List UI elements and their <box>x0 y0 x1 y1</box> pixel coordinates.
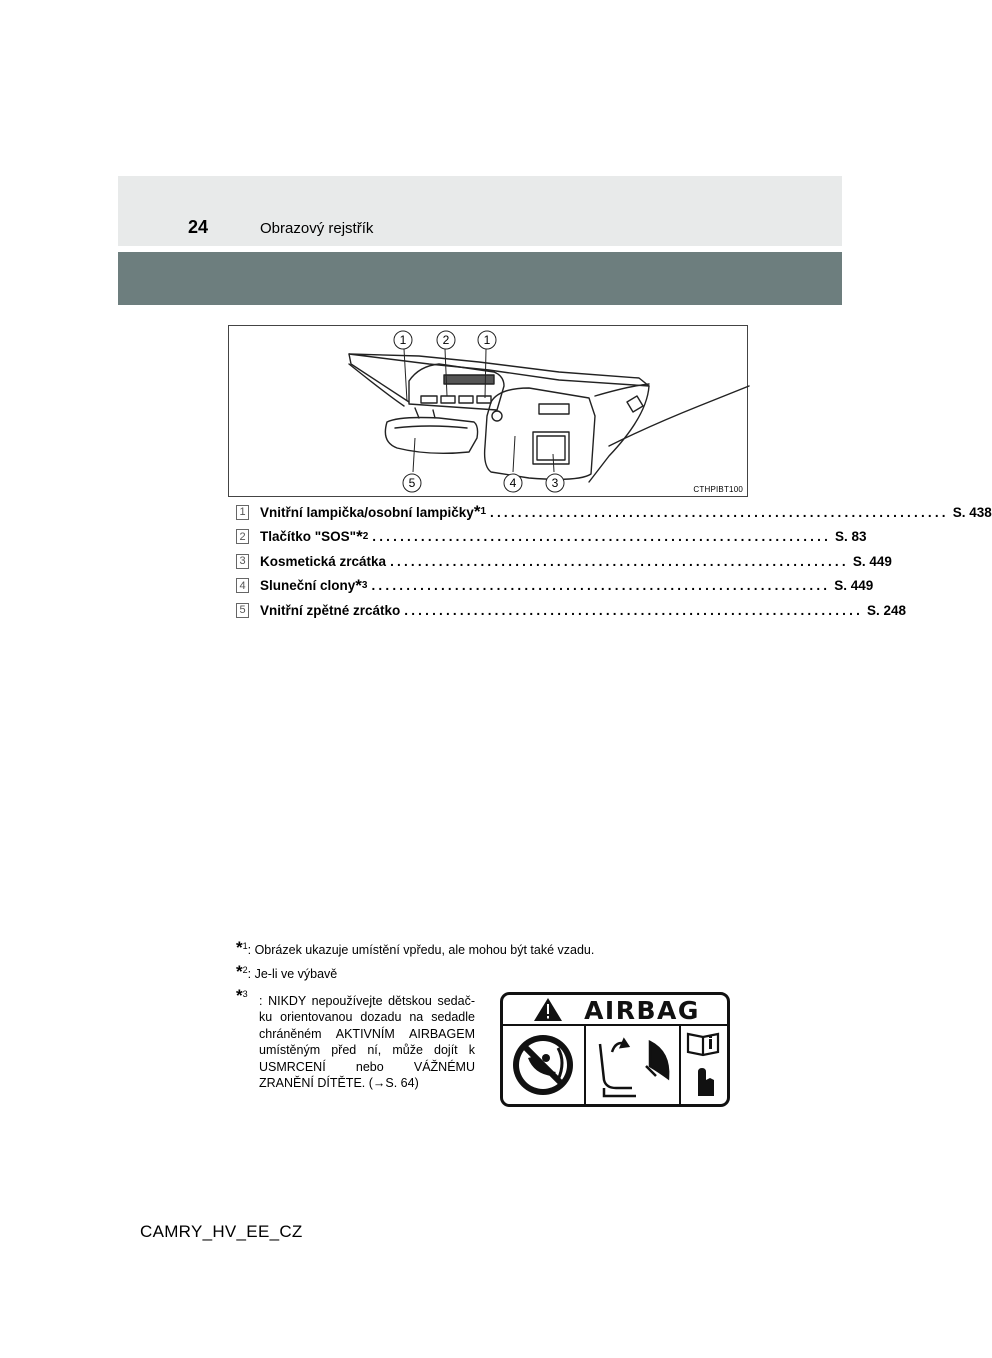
footnote-1-mark: 1 <box>242 940 248 951</box>
dot-leader: .................................................................. <box>371 578 831 594</box>
dot-leader: .................................................................. <box>372 529 832 545</box>
page-reference[interactable]: S. 449 <box>852 553 892 569</box>
footnote-2-mark: 2 <box>242 964 248 975</box>
footnote-3-text: : NIKDY nepoužívejte dětskou sedač-ku orientovanou dozadu na sedadle chráněném AKTIVNÍM AIRBAGEM umístěným před ní, může dojít k USMRCENÍ nebo VÁŽNÉMU ZRANĚNÍ DÍTĚTE. (→S. 64) <box>259 994 475 1091</box>
callout-legend <box>236 500 992 623</box>
legend-label: Vnitřní zpětné zrcátko <box>260 602 401 618</box>
page-reference[interactable]: S. 83 <box>835 529 867 545</box>
footnote-1-text: : Obrázek ukazuje umístění vpředu, ale mohou být také vzadu. <box>247 943 595 957</box>
legend-number: 5 <box>236 603 249 618</box>
footnote-2-text: : Je-li ve výbavě <box>247 967 338 981</box>
legend-label: Tlačítko "SOS" <box>260 529 357 545</box>
dot-leader: .................................................................. <box>404 602 864 618</box>
airbag-label-graphic <box>500 992 730 1107</box>
header-bar <box>118 252 842 305</box>
legend-item <box>236 598 907 623</box>
interior-roof-illustration <box>228 325 748 497</box>
document-code: CAMRY_HV_EE_CZ <box>140 1222 303 1241</box>
footnote-3-mark: 3 <box>242 988 248 999</box>
footnote-1: *$^1$: Obrázek ukazuje umístění vpředu, ale mohou být také vzadu. <box>236 938 595 957</box>
legend-number: 4 <box>236 578 249 593</box>
callout-4-label: 4 <box>509 476 517 490</box>
callout-3-label: 3 <box>551 476 559 490</box>
legend-label: Vnitřní lampička/osobní lampičky <box>260 504 474 520</box>
legend-item: 1 Vnitřní lampička/osobní lampičky * 1 .................................................................. S. 438 <box>236 500 722 525</box>
legend-label: Sluneční clony <box>260 578 356 594</box>
page-reference[interactable]: S. 248 <box>867 602 907 618</box>
no-rear-facing-child-seat-icon <box>513 1035 573 1095</box>
legend-label: Kosmetická zrcátka <box>260 553 387 569</box>
legend-item: 4 Sluneční clony * 3 .................................................................. S. 449 <box>236 574 722 599</box>
section-title: Obrazový rejstřík <box>260 220 374 237</box>
figure-code: CTHPIBT100 <box>693 485 743 494</box>
callout-1-right-label: 1 <box>483 333 491 347</box>
airbag-warning-label <box>500 992 730 1107</box>
callout-1-left-label: 1 <box>399 333 407 347</box>
callout-5-label: 5 <box>408 476 416 490</box>
callout-2-label: 2 <box>442 333 450 347</box>
dot-leader: .................................................................. <box>390 553 849 569</box>
header-band <box>118 176 842 246</box>
page-reference[interactable]: S. 449 <box>834 578 874 594</box>
page-reference[interactable]: S. 438 <box>952 504 992 520</box>
footnote-3-marker: *$^3$ <box>236 986 248 1005</box>
legend-number: 2 <box>236 529 249 544</box>
legend-number: 1 <box>236 505 249 520</box>
legend-item <box>236 549 892 574</box>
airbag-title: AIRBAG <box>584 996 700 1025</box>
roof-console-drawing <box>229 326 749 498</box>
dot-leader: .................................................................. <box>490 504 949 520</box>
footnote-2: *$^2$: Je-li ve výbavě <box>236 962 338 981</box>
legend-item: 2 Tlačítko "SOS" * 2 .................................................................. S. 83 <box>236 525 722 550</box>
page-number: 24 <box>188 217 209 237</box>
legend-number: 3 <box>236 554 249 569</box>
